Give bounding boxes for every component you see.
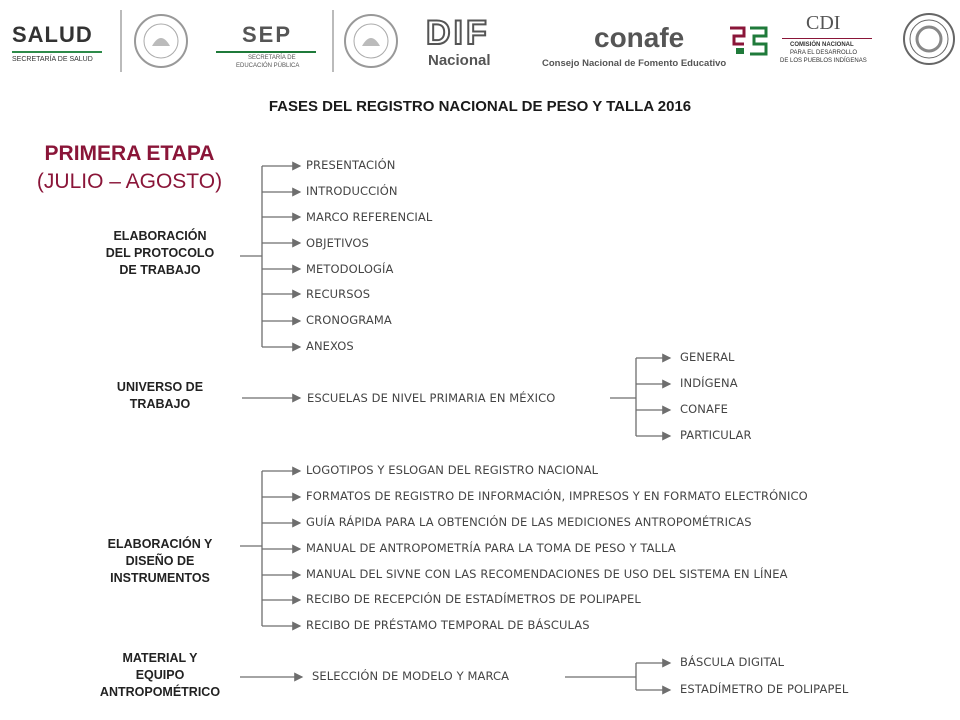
section-instrumentos-label	[80, 536, 240, 587]
instrumentos-item: GUÍA RÁPIDA PARA LA OBTENCIÓN DE LAS MEDICIONES ANTROPOMÉTRICAS	[306, 515, 752, 529]
protocolo-item: INTRODUCCIÓN	[306, 184, 398, 198]
protocolo-item: CRONOGRAMA	[306, 313, 392, 327]
protocolo-item: OBJETIVOS	[306, 236, 369, 250]
universo-sub-item: INDÍGENA	[680, 376, 738, 390]
instrumentos-item: FORMATOS DE REGISTRO DE INFORMACIÓN, IMPRESOS Y EN FORMATO ELECTRÓNICO	[306, 489, 808, 503]
label-line: DE TRABAJO	[119, 263, 201, 277]
material-sub-item: BÁSCULA DIGITAL	[680, 655, 785, 669]
protocolo-item: RECURSOS	[306, 287, 371, 301]
protocolo-item: PRESENTACIÓN	[306, 158, 396, 172]
dif-sub: Nacional	[428, 52, 491, 69]
instrumentos-item: RECIBO DE RECEPCIÓN DE ESTADÍMETROS DE POLIPAPEL	[306, 592, 641, 606]
cdi-sub3: DE LOS PUEBLOS INDÍGENAS	[780, 58, 867, 64]
label-line: EQUIPO	[135, 668, 185, 682]
material-item: SELECCIÓN DE MODELO Y MARCA	[312, 669, 510, 683]
salud-sub: SECRETARÍA DE SALUD	[12, 56, 93, 63]
cdi-name: CDI	[806, 12, 841, 34]
stage-name: PRIMERA ETAPA	[44, 142, 215, 165]
cdi-sub1: COMISIÓN NACIONAL	[790, 42, 854, 48]
instrumentos-item: RECIBO DE PRÉSTAMO TEMPORAL DE BÁSCULAS	[306, 618, 590, 632]
dif-name: DIF	[426, 14, 490, 52]
universo-sub-item: PARTICULAR	[680, 428, 752, 442]
protocolo-item: ANEXOS	[306, 339, 354, 353]
sep-sub2: EDUCACIÓN PÚBLICA	[236, 63, 300, 69]
label-line: ELABORACIÓN	[113, 229, 207, 243]
instrumentos-item: LOGOTIPOS Y ESLOGAN DEL REGISTRO NACIONAL	[306, 463, 599, 477]
label-line: TRABAJO	[129, 397, 191, 411]
universo-sub-item: CONAFE	[680, 402, 729, 416]
section-protocolo-label	[80, 228, 240, 279]
protocolo-item: MARCO REFERENCIAL	[306, 210, 433, 224]
conafe-sub: Consejo Nacional de Fomento Educativo	[542, 58, 727, 69]
protocolo-item: METODOLOGÍA	[306, 262, 394, 276]
material-sub-item: ESTADÍMETRO DE POLIPAPEL	[680, 682, 849, 696]
label-line: INSTRUMENTOS	[110, 571, 210, 585]
label-line: UNIVERSO DE	[116, 380, 204, 394]
label-line: MATERIAL Y	[122, 651, 198, 665]
label-line: DEL PROTOCOLO	[105, 246, 215, 260]
label-line: DISEÑO DE	[125, 554, 195, 568]
universo-sub-item: GENERAL	[680, 350, 735, 364]
page-title: FASES DEL REGISTRO NACIONAL DE PESO Y TALLA 2016	[268, 98, 692, 115]
conafe-name: conafe	[594, 22, 685, 53]
instrumentos-item: MANUAL DE ANTROPOMETRÍA PARA LA TOMA DE PESO Y TALLA	[306, 541, 676, 555]
cdi-sub2: PARA EL DESARROLLO	[790, 50, 858, 56]
sep-name: SEP	[242, 22, 293, 47]
salud-name: SALUD	[12, 22, 93, 47]
universo-item: ESCUELAS DE NIVEL PRIMARIA EN MÉXICO	[307, 391, 556, 405]
instrumentos-item: MANUAL DEL SIVNE CON LAS RECOMENDACIONES DE USO DEL SISTEMA EN LÍNEA	[306, 567, 788, 581]
section-material-label	[80, 650, 240, 701]
stage-period: (JULIO – AGOSTO)	[36, 170, 223, 193]
label-line: ANTROPOMÉTRICO	[99, 685, 221, 699]
label-line: ELABORACIÓN Y	[107, 537, 213, 551]
sep-sub1: SECRETARÍA DE	[248, 55, 296, 61]
section-universo-label	[80, 379, 240, 413]
